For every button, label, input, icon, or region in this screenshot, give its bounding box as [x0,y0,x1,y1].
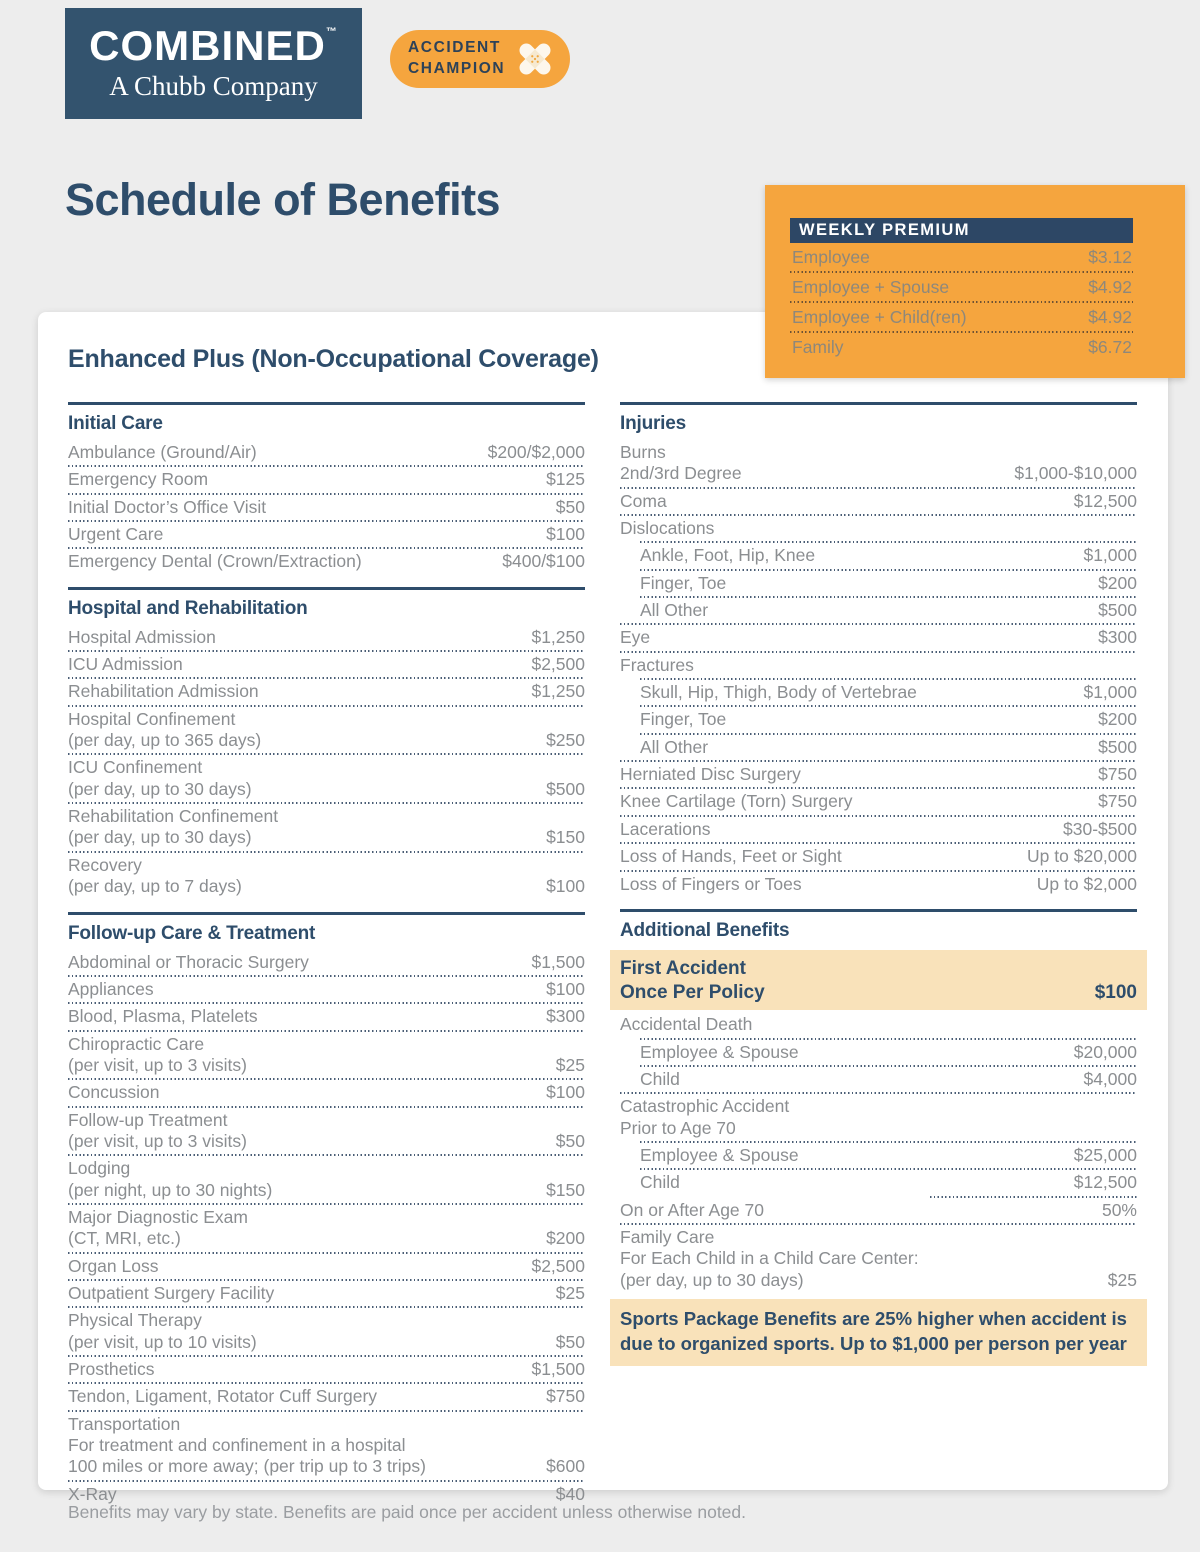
benefit-value: $20,000 [1073,1041,1137,1062]
benefit-value: $30-$500 [1063,818,1137,839]
benefit-label-line: Emergency Dental (Crown/Extraction) [68,551,362,572]
benefit-row [640,1067,1137,1092]
benefit-value: $100 [1094,981,1137,1003]
benefit-label [68,1256,158,1277]
benefit-row [68,1205,585,1252]
benefit-label-line: Finger, Toe [640,709,727,730]
benefit-row [620,1225,1137,1293]
benefit-label-line: Outpatient Surgery Facility [68,1282,275,1303]
benefit-value: $12,500 [1073,1172,1137,1193]
benefit-row [640,543,1137,568]
benefit-label [68,1207,248,1250]
benefits-column-right [620,402,1137,1519]
benefit-label [640,709,726,730]
benefit-label [68,497,266,518]
benefit-label-line: Once Per Policy [620,981,765,1003]
benefit-value: $100 [546,524,585,545]
premium-row [790,273,1133,301]
benefit-row [68,853,585,900]
benefit-value: $25,000 [1073,1145,1137,1166]
benefit-value: $25 [1107,1269,1137,1290]
premium-row-value: $4.92 [1088,307,1132,327]
benefit-label [640,737,708,758]
benefit-value: $300 [546,1006,585,1027]
benefit-label [68,1158,272,1201]
benefit-row [68,1004,585,1029]
benefit-label [68,1006,258,1027]
benefit-value: $200 [546,1228,585,1249]
benefit-row [640,1170,1137,1195]
benefit-value: $100 [546,876,585,897]
benefit-value: $25 [555,1282,585,1303]
benefit-value: $150 [546,1179,585,1200]
benefit-label-line: Catastrophic Accident [620,1096,790,1117]
benefit-label-line: Lacerations [620,818,711,839]
benefit-label [620,518,714,539]
benefit-value: $50 [555,1331,585,1352]
premium-row-value: $4.92 [1088,277,1132,297]
benefit-section [620,909,1137,1366]
benefit-value: $1,250 [531,681,585,702]
benefits-column-left [68,402,585,1519]
benefit-label [68,1283,274,1304]
benefit-row [640,598,1137,623]
benefit-row [68,1281,585,1306]
benefit-label-line: 100 miles or more away; (per trip up to 3 trips) [68,1456,426,1477]
benefit-label-line: Lodging [68,1158,131,1179]
benefit-label [68,952,309,973]
benefit-row [68,522,585,547]
benefit-label-line: Recovery [68,854,142,875]
benefit-label [640,682,917,703]
weekly-premium-box [765,185,1185,378]
benefit-value: $50 [555,1130,585,1151]
benefit-row [620,762,1137,787]
benefit-value: $200 [1098,572,1137,593]
benefit-label [68,806,278,849]
benefits-card [38,312,1168,1504]
premium-row-value: $3.12 [1088,247,1132,267]
benefit-label-line: ICU Confinement [68,757,203,778]
premium-row [790,303,1133,331]
benefit-label-line: (per night, up to 30 nights) [68,1179,273,1200]
benefit-label-line: (per day, up to 30 days) [68,827,252,848]
benefit-value: $1,000 [1083,682,1137,703]
benefit-value: Up to $20,000 [1027,846,1137,867]
benefit-row [68,1032,585,1079]
benefit-value: $40 [555,1483,585,1504]
benefit-label-line: Urgent Care [68,524,164,545]
benefit-label-line: Transportation [68,1413,181,1434]
benefit-label [620,764,801,785]
benefit-group-row [620,1094,1137,1141]
benefit-label [68,1110,247,1153]
benefit-label-line: Abdominal or Thoracic Surgery [68,951,309,972]
benefit-label [68,442,257,463]
note-line: due to organized sports. Up to $1,000 per person per year [620,1333,1127,1355]
benefit-row [68,950,585,975]
section-title: Hospital and Rehabilitation [68,597,308,619]
logo-title: COMBINED [89,21,326,69]
benefit-label-line: Rehabilitation Confinement [68,806,279,827]
logo-subtitle: A Chubb Company [109,70,318,101]
section-title: Follow-up Care & Treatment [68,922,316,944]
benefit-label-line: Finger, Toe [640,572,727,593]
benefit-label [68,757,252,800]
benefit-section [68,587,585,900]
benefit-label-line: Prosthetics [68,1359,155,1379]
badge-line2: CHAMPION [408,60,506,77]
benefit-group-row [620,516,1137,541]
benefit-label-line: Ankle, Foot, Hip, Knee [640,545,816,566]
premium-row-label: Employee [792,247,870,267]
premium-row-label: Employee + Spouse [792,277,950,297]
benefit-row [68,467,585,492]
benefit-label [620,819,710,840]
benefit-value: $300 [1098,627,1137,648]
benefit-label-line: (per visit, up to 3 visits) [68,1130,247,1151]
benefit-value: $1,500 [531,1359,585,1379]
benefit-label [68,551,362,572]
benefit-label-line: (per day, up to 30 days) [620,1269,804,1290]
benefit-label-line: Hospital Admission [68,626,216,647]
benefit-label-line: Eye [620,627,651,648]
benefit-value: $12,500 [1073,490,1137,511]
weekly-premium-inner [765,185,1185,361]
benefit-row [68,1254,585,1279]
benefit-row [68,977,585,1002]
benefit-row [640,571,1137,596]
benefit-label-line: Prior to Age 70 [620,1117,736,1138]
benefit-label-line: Child [640,1069,680,1090]
benefit-value: $600 [546,1456,585,1477]
benefit-value: $500 [1098,736,1137,757]
benefit-value: 50% [1101,1199,1137,1220]
benefit-label [620,442,742,485]
benefit-row [640,1040,1137,1065]
benefit-row [620,844,1137,869]
benefit-label-line: Knee Cartilage (Torn) Surgery [620,791,853,812]
benefit-label-line: X-Ray [68,1483,117,1504]
benefit-value: $500 [546,778,585,799]
benefit-value: $125 [546,469,585,490]
benefit-row [68,1156,585,1203]
plan-title: Enhanced Plus (Non-Occupational Coverage) [68,345,599,373]
benefit-label [640,573,726,594]
benefit-group-row [620,1012,1137,1037]
benefit-label-line: All Other [640,736,709,757]
benefit-label [68,681,259,702]
benefit-label-line: Family Care [620,1227,715,1248]
benefit-value: $100 [546,978,585,999]
benefit-label-line: Initial Doctor’s Office Visit [68,496,267,517]
benefit-label [620,957,765,1005]
benefit-row [620,625,1137,650]
benefit-label [620,846,842,867]
benefit-label [640,1042,799,1063]
benefit-label-line: Coma [620,490,667,511]
benefit-label [68,1359,155,1380]
benefit-value: $2,500 [531,654,585,675]
benefit-label-line: 2nd/3rd Degree [620,463,742,484]
benefit-label [68,1082,159,1103]
benefit-label-line: Blood, Plasma, Platelets [68,1006,258,1027]
benefit-row [620,1198,1137,1223]
benefit-label [620,655,694,676]
benefit-label [640,1172,680,1193]
benefit-group-row [620,653,1137,678]
benefit-label [620,627,650,648]
benefit-label-line: (per day, up to 30 days) [68,778,252,799]
benefit-label-line: Hospital Confinement [68,708,236,729]
section-title: Additional Benefits [620,919,790,941]
benefit-label [620,791,852,812]
benefit-label-line: Dislocations [620,518,715,539]
benefit-value: $750 [546,1386,585,1407]
benefit-label-line: Chiropractic Care [68,1033,205,1054]
benefit-label-line: Skull, Hip, Thigh, Body of Vertebrae [640,682,917,703]
benefit-value: $500 [1098,600,1137,621]
benefit-label [620,874,802,895]
benefit-row [68,440,585,465]
benefit-value: $2,500 [531,1255,585,1276]
benefit-label-line: Child [640,1172,680,1193]
benefit-value: $25 [555,1054,585,1075]
benefit-label-line: (per visit, up to 3 visits) [68,1054,247,1075]
benefit-row [68,1108,585,1155]
benefit-value: $200 [1098,709,1137,730]
benefit-label [640,600,708,621]
benefit-row [68,679,585,704]
premium-row-label: Family [792,337,844,357]
benefit-value: $1,250 [531,626,585,647]
benefit-label-line: Physical Therapy [68,1310,202,1331]
benefit-label [68,1386,377,1407]
benefit-row [68,625,585,650]
benefit-row [68,652,585,677]
benefit-row [68,755,585,802]
benefit-row [640,1143,1137,1168]
benefit-label-line: Employee & Spouse [640,1041,799,1062]
benefit-label-line: Tendon, Ligament, Rotator Cuff Surgery [68,1386,378,1407]
badge-text [408,38,505,80]
premium-row [790,243,1133,271]
weekly-premium-rows [790,243,1133,361]
benefit-value: Up to $2,000 [1036,873,1137,894]
benefit-label [68,1414,426,1478]
benefit-label [620,1096,789,1139]
benefit-row [68,1080,585,1105]
benefit-label-line: Organ Loss [68,1255,159,1276]
benefit-row [68,1412,585,1480]
benefit-label-line: Emergency Room [68,469,209,490]
benefit-label [620,1227,919,1291]
sports-package-note [610,1299,1147,1366]
benefit-value: $150 [546,827,585,848]
benefit-label-line: First Accident [620,957,746,979]
benefit-row [68,1357,585,1382]
benefit-label-line: Follow-up Treatment [68,1109,228,1130]
benefit-row [640,735,1137,760]
benefit-label-line: Rehabilitation Admission [68,681,259,702]
benefit-section [620,402,1137,897]
benefit-row [68,1308,585,1355]
benefit-label [620,1200,764,1221]
benefit-row [68,707,585,754]
benefit-label [68,709,261,752]
benefit-label-line: (per day, up to 7 days) [68,876,242,897]
benefit-section [68,912,585,1508]
premium-row-label: Employee + Child(ren) [792,307,967,327]
benefit-label-line: Burns [620,442,666,462]
benefit-row-highlight [610,950,1147,1011]
benefit-label [68,979,154,1000]
benefit-value: $50 [555,496,585,517]
benefit-label [620,1014,752,1035]
benefit-value: $100 [546,1082,585,1103]
benefit-row [640,680,1137,705]
benefit-columns [38,374,1168,1519]
benefit-label-line: Loss of Hands, Feet or Sight [620,846,842,867]
benefit-row [620,872,1137,897]
benefit-label-line: ICU Admission [68,654,183,675]
benefit-label [68,654,183,675]
benefit-row [620,817,1137,842]
benefit-label-line: For Each Child in a Child Care Center: [620,1248,919,1269]
benefit-value: $750 [1098,791,1137,812]
badge-line1: ACCIDENT [408,39,501,57]
benefit-label [620,491,667,512]
premium-row-value: $6.72 [1088,337,1132,357]
benefit-label-line: Ambulance (Ground/Air) [68,442,257,462]
combined-logo [65,8,362,119]
benefit-label-line: (CT, MRI, etc.) [68,1228,181,1249]
benefit-label [68,469,208,490]
benefit-label-line: (per day, up to 365 days) [68,730,262,751]
footnote: Benefits may vary by state. Benefits are paid once per accident unless otherwise noted. [68,1502,747,1522]
benefit-value: $4,000 [1083,1069,1137,1090]
benefit-label-line: (per visit, up to 10 visits) [68,1331,257,1352]
benefit-row [68,549,585,574]
premium-row [790,333,1133,361]
benefit-value: $1,500 [531,951,585,972]
benefit-label [640,1069,680,1090]
section-title: Initial Care [68,413,163,434]
note-line: Sports Package Benefits are 25% higher when accident is [620,1308,1127,1330]
benefit-section [68,402,585,575]
benefit-label-line: On or After Age 70 [620,1199,764,1220]
weekly-premium-title: WEEKLY PREMIUM [799,221,970,239]
benefit-row [68,495,585,520]
benefit-label [640,545,815,566]
benefit-row [620,440,1137,487]
benefit-label-line: Accidental Death [620,1014,753,1035]
benefit-row [620,489,1137,514]
accident-champion-badge [390,30,570,88]
benefit-value: $250 [546,730,585,751]
benefit-value: $400/$100 [502,551,585,572]
weekly-premium-header [790,218,1133,243]
benefit-label [68,627,216,648]
crossed-bandages-icon [515,39,555,79]
benefit-label-line: Concussion [68,1082,160,1103]
benefit-row [68,1384,585,1409]
benefit-value: $200/$2,000 [487,442,585,462]
section-title: Injuries [620,413,686,434]
benefit-label-line: Major Diagnostic Exam [68,1206,248,1227]
benefit-label-line: For treatment and confinement in a hospital [68,1435,406,1456]
benefit-label-line: Loss of Fingers or Toes [620,873,802,894]
benefit-row [640,707,1137,732]
benefit-label-line: All Other [640,600,709,621]
logo-wordmark [89,21,338,69]
benefit-row [620,789,1137,814]
benefit-label [640,1145,799,1166]
benefit-label [68,524,163,545]
benefit-value: $750 [1098,764,1137,785]
benefit-label-line: Herniated Disc Surgery [620,764,801,785]
benefit-label [68,1034,247,1077]
benefit-label [68,855,242,898]
benefit-label-line: Appliances [68,978,154,999]
benefit-value: $1,000 [1083,545,1137,566]
benefit-label [68,1310,257,1353]
trademark-symbol: ™ [325,25,338,38]
benefit-label-line: Fractures [620,654,694,675]
benefit-row [68,804,585,851]
benefit-label-line: Employee & Spouse [640,1145,799,1166]
benefit-value: $1,000-$10,000 [1014,463,1137,484]
page-title: Schedule of Benefits [65,174,501,225]
